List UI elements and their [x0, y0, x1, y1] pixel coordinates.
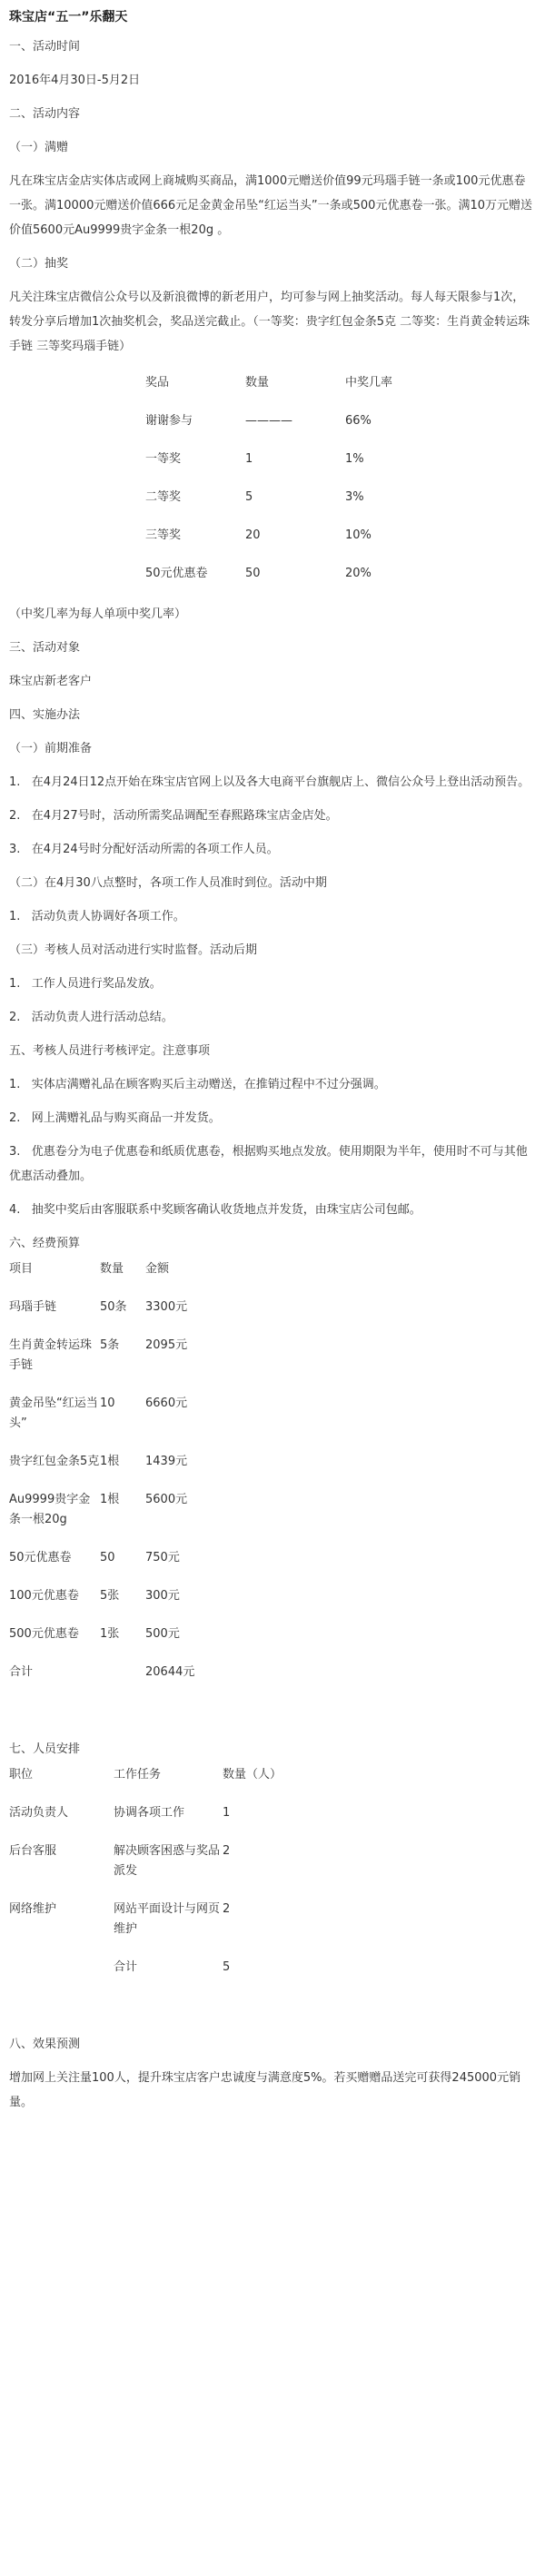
subheading-gift: （一）满赠 [9, 141, 69, 154]
prize-cell: 66% [345, 414, 372, 428]
budget-cell: 5600元 [145, 1493, 188, 1506]
staff-table-header [9, 1765, 332, 1803]
staff-cell: 协调各项工作 [114, 1806, 185, 1820]
budget-cell: 750元 [145, 1551, 180, 1564]
prize-cell: 1 [245, 452, 253, 466]
table-row [9, 1336, 236, 1394]
budget-cell: 20644元 [145, 1665, 195, 1679]
subheading-prep: （一）前期准备 [9, 742, 93, 755]
budget-cell: 1439元 [145, 1455, 188, 1468]
budget-cell: 5张 [100, 1589, 120, 1603]
table-row [9, 1452, 236, 1490]
table-row [9, 1803, 332, 1841]
effect-paragraph: 增加网上关注量100人，提升珠宝店客户忠诚度与满意度5%。若买赠赠品送完可获得245000元销量。 [9, 2071, 521, 2109]
section-heading-staff: 七、人员安排 [9, 1742, 81, 1756]
prize-cell: 一等奖 [145, 452, 182, 466]
budget-cell: Au9999贵字金条一根20g [9, 1493, 91, 1526]
budget-cell: 1根 [100, 1455, 120, 1468]
table-row [9, 1586, 236, 1624]
table-row [9, 1841, 332, 1900]
budget-cell: 500元 [145, 1627, 180, 1641]
prize-cell: 20 [245, 528, 261, 542]
prize-cell: ———— [245, 414, 292, 428]
staff-cell: 合计 [114, 1960, 138, 1974]
budget-cell: 10 [100, 1397, 115, 1410]
budget-header-cell: 金额 [145, 1262, 170, 1276]
staff-cell: 后台客服 [9, 1844, 57, 1858]
section-heading-budget: 六、经费预算 [9, 1237, 81, 1250]
table-row [9, 1900, 332, 1958]
list-item: 2. 网上满赠礼品与购买商品一并发货。 [9, 1111, 221, 1125]
prize-cell: 20% [345, 567, 372, 580]
budget-cell: 5条 [100, 1338, 120, 1352]
staff-cell [9, 1958, 114, 1996]
budget-cell: 1张 [100, 1627, 120, 1641]
staff-cell: 1 [223, 1806, 231, 1820]
list-item: 1. 工作人员进行奖品发放。 [9, 977, 162, 991]
budget-table [9, 1259, 236, 1701]
target-audience: 珠宝店新老客户 [9, 675, 93, 688]
budget-cell: 50元优惠卷 [9, 1551, 72, 1564]
event-date: 2016年4月30日-5月2日 [9, 74, 141, 87]
staff-header-cell: 职位 [9, 1768, 34, 1781]
table-row-total [9, 1663, 236, 1701]
staff-cell: 5 [223, 1960, 231, 1974]
list-item: 4. 抽奖中奖后由客服联系中奖顾客确认收货地点并发货，由珠宝店公司包邮。 [9, 1203, 421, 1217]
budget-cell: 黄金吊坠“红运当头” [9, 1397, 98, 1430]
staff-header-cell: 数量（人） [223, 1768, 282, 1781]
budget-cell: 100元优惠卷 [9, 1589, 79, 1603]
prize-cell: 1% [345, 452, 364, 466]
prize-cell: 50 [245, 567, 261, 580]
staff-cell: 活动负责人 [9, 1806, 69, 1820]
prize-header-cell: 数量 [245, 376, 270, 390]
staff-cell: 网站平面设计与网页维护 [114, 1902, 221, 1936]
staff-cell: 网络维护 [9, 1902, 57, 1916]
list-item: 2. 活动负责人进行活动总结。 [9, 1011, 173, 1024]
prize-header-cell: 中奖几率 [345, 376, 393, 390]
table-row [145, 402, 436, 440]
budget-cell: 生肖黄金转运珠手链 [9, 1338, 93, 1372]
table-row [145, 440, 436, 479]
subheading-lottery: （二）抽奖 [9, 257, 69, 271]
list-item: 1. 活动负责人协调好各项工作。 [9, 910, 185, 923]
subheading-late: （三）考核人员对活动进行实时监督。活动后期 [9, 943, 258, 957]
list-item: 2. 在4月27号时，活动所需奖品调配至春熙路珠宝店金店处。 [9, 809, 338, 823]
budget-cell: 1根 [100, 1493, 120, 1506]
table-row [9, 1548, 236, 1586]
staff-cell: 解决顾客困惑与奖品派发 [114, 1844, 221, 1878]
section-heading-content: 二、活动内容 [9, 107, 81, 121]
prize-table-header [145, 364, 436, 402]
page-title: 珠宝店“五一”乐翻天 [9, 10, 128, 25]
budget-cell: 50 [100, 1551, 115, 1564]
section-heading-effect: 八、效果预测 [9, 2038, 81, 2051]
prize-cell: 50元优惠卷 [145, 567, 208, 580]
list-item: 1. 实体店满赠礼品在顾客购买后主动赠送，在推销过程中不过分强调。 [9, 1078, 386, 1091]
section-heading-notes: 五、考核人员进行考核评定。注意事项 [9, 1044, 211, 1058]
budget-cell: 贵字红包金条5克 [9, 1455, 100, 1468]
table-row [145, 517, 436, 555]
prize-cell: 二等奖 [145, 490, 182, 504]
budget-cell: 玛瑙手链 [9, 1300, 57, 1314]
budget-cell [100, 1663, 145, 1701]
table-row [145, 555, 436, 593]
staff-header-cell: 工作任务 [114, 1768, 162, 1781]
budget-cell: 2095元 [145, 1338, 188, 1352]
prize-note: （中奖几率为每人单项中奖几率） [9, 607, 187, 621]
prize-header-cell: 奖品 [145, 376, 170, 390]
budget-cell: 合计 [9, 1665, 34, 1679]
section-heading-time: 一、活动时间 [9, 40, 81, 54]
staff-cell: 2 [223, 1844, 231, 1858]
budget-cell: 500元优惠卷 [9, 1627, 79, 1641]
section-heading-target: 三、活动对象 [9, 641, 81, 655]
prize-cell: 三等奖 [145, 528, 182, 542]
budget-header-cell: 项目 [9, 1262, 34, 1276]
table-row [9, 1394, 236, 1452]
budget-cell: 50条 [100, 1300, 127, 1314]
prize-cell: 5 [245, 490, 253, 504]
budget-cell: 300元 [145, 1589, 180, 1603]
budget-header-cell: 数量 [100, 1262, 124, 1276]
prize-cell: 3% [345, 490, 364, 504]
list-item: 1. 在4月24日12点开始在珠宝店官网上以及各大电商平台旗舰店上、微信公众号上登出活动预告。 [9, 775, 530, 789]
table-row [9, 1624, 236, 1663]
lottery-paragraph: 凡关注珠宝店微信公众号以及新浪微博的新老用户，均可参与网上抽奖活动。每人每天限参与1次，转发分享后增加1次抽奖机会，奖品送完截止。（一等奖：贵字红包金条5克 二等奖：生肖黄金转运珠手链 三等奖玛瑙手链） [9, 291, 530, 353]
table-row-total [9, 1958, 332, 1996]
prize-cell: 10% [345, 528, 372, 542]
document [0, 7, 545, 2115]
prize-cell: 谢谢参与 [145, 414, 193, 428]
list-item: 3. 在4月24号时分配好活动所需的各项工作人员。 [9, 843, 279, 856]
table-row [9, 1490, 236, 1548]
section-heading-method: 四、实施办法 [9, 708, 81, 722]
subheading-mid: （二）在4月30八点整时，各项工作人员准时到位。活动中期 [9, 876, 327, 890]
staff-cell: 2 [223, 1902, 231, 1916]
gift-paragraph: 凡在珠宝店金店实体店或网上商城购买商品，满1000元赠送价值99元玛瑙手链一条或100元优惠卷一张。满10000元赠送价值666元足金黄金吊坠“红运当头”一条或500元优惠卷一张。满10万元赠送价值5600元Au9999贵字金条一根20g 。 [9, 174, 532, 237]
budget-cell: 3300元 [145, 1300, 188, 1314]
staff-table [9, 1765, 332, 1996]
budget-cell: 6660元 [145, 1397, 188, 1410]
prize-table [145, 364, 436, 593]
budget-table-header [9, 1259, 236, 1298]
table-row [145, 479, 436, 517]
table-row [9, 1298, 236, 1336]
list-item: 3. 优惠卷分为电子优惠卷和纸质优惠卷，根据购买地点发放。使用期限为半年，使用时不可与其他优惠活动叠加。 [9, 1145, 528, 1183]
